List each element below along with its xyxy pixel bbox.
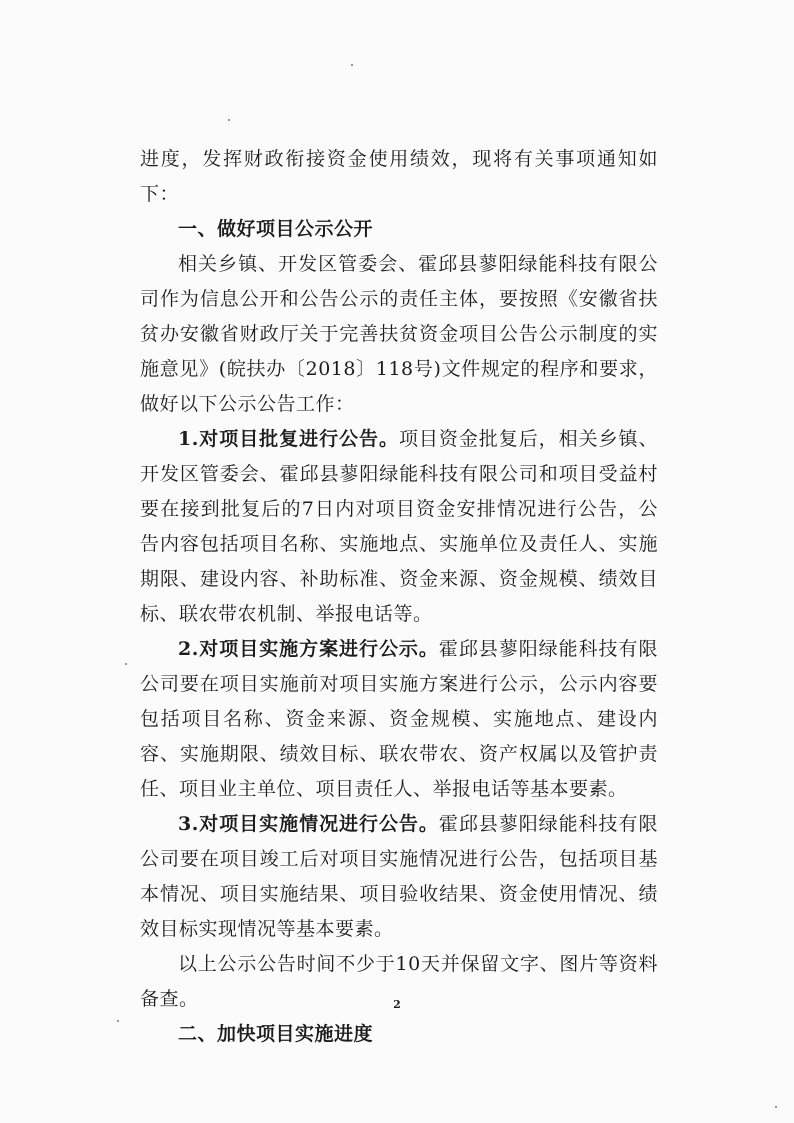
- scan-speck: [228, 119, 230, 121]
- scan-speck: [125, 663, 127, 665]
- section-heading-publicity: 一、做好项目公示公开: [178, 218, 374, 240]
- item-plan-lead: 2.对项目实施方案进行公示。: [178, 638, 439, 660]
- item-approval-lead: 1.对项目批复进行公告。: [178, 428, 399, 450]
- item-implementation-text: 霍邱县蓼阳绿能科技有限公司要在项目竣工后对项目实施情况进行公告，包括项目基本情况、项目实施结果、项目验收结果、资金使用情况、绩效目标实现情况等基本要素。: [140, 813, 658, 940]
- scan-speck: [775, 1106, 777, 1108]
- item-plan-text: 霍邱县蓼阳绿能科技有限公司要在项目实施前对项目实施方案进行公示，公示内容要包括项目名称、资金来源、资金规模、实施地点、建设内容、实施期限、绩效目标、联农带农、资产权属以及管护责任、项目业主单位、项目责任人、举报电话等基本要素。: [140, 638, 658, 800]
- page-number: 2: [393, 998, 401, 1011]
- paragraph-item-implementation: [140, 807, 658, 947]
- item-approval-text: 项目资金批复后，相关乡镇、开发区管委会、霍邱县蓼阳绿能科技有限公司和项目受益村要在接到批复后的7日内对项目资金安排情况进行公告，公告内容包括项目名称、实施地点、实施单位及责任人、实施期限、建设内容、补助标准、资金来源、资金规模、绩效目标、联农带农机制、举报电话等。: [140, 428, 658, 625]
- section-heading-progress: 二、加快项目实施进度: [178, 1023, 374, 1045]
- paragraph-continuation: 进度，发挥财政衔接资金使用绩效，现将有关事项通知如下：: [140, 148, 658, 205]
- item-implementation-lead: 3.对项目实施情况进行公告。: [178, 813, 439, 835]
- paragraph-retention: 以上公示公告时间不少于10天并保留文字、图片等资料备查。: [140, 953, 658, 1010]
- paragraph-item-approval: [140, 422, 658, 632]
- paragraph-item-plan: [140, 632, 658, 807]
- scan-speck: [351, 64, 353, 66]
- document-body: [140, 142, 658, 1052]
- scan-speck: [117, 1020, 119, 1022]
- paragraph-intro: 相关乡镇、开发区管委会、霍邱县蓼阳绿能科技有限公司作为信息公开和公告公示的责任主体，要按照《安徽省扶贫办安徽省财政厅关于完善扶贫资金项目公告公示制度的实施意见》(皖扶办〔2018〕118号)文件规定的程序和要求，做好以下公示公告工作：: [140, 253, 658, 415]
